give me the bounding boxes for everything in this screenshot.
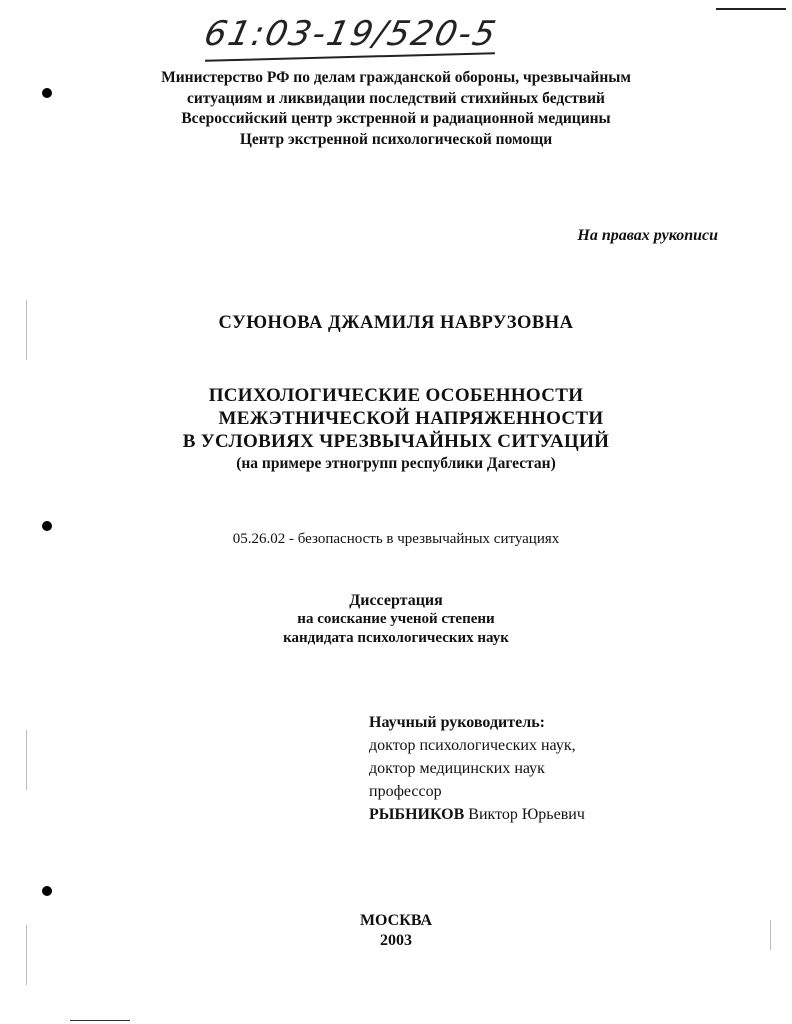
city: МОСКВА xyxy=(359,912,433,929)
ministry-line-1: Министерство РФ по делам гражданской обороны, чрезвычайным xyxy=(161,69,631,86)
punch-hole-bottom xyxy=(42,886,52,896)
handwritten-catalogue-number: 61:03-19/520-5 xyxy=(200,14,502,54)
supervisor-degree-2: доктор медицинских наук xyxy=(369,760,545,777)
dissertation-title xyxy=(0,384,792,453)
ministry-line-3: Всероссийский центр экстренной и радиационной медицины xyxy=(181,110,611,127)
scan-edge-mark xyxy=(70,1020,130,1021)
title-subtitle: (на примере этногрупп республики Дагестан) xyxy=(236,455,556,472)
supervisor-name xyxy=(369,803,585,826)
supervisor-block xyxy=(369,711,585,826)
supervisor-heading: Научный руководитель: xyxy=(369,714,545,731)
degree-line-1: Диссертация xyxy=(349,592,443,609)
scan-edge-mark xyxy=(716,8,786,10)
rights-note: На правах рукописи xyxy=(577,227,718,244)
degree-line-2: на соискание ученой степени xyxy=(297,611,495,627)
year: 2003 xyxy=(380,932,412,949)
degree-statement xyxy=(0,591,792,648)
ministry-line-4: Центр экстренной психологической помощи xyxy=(239,130,553,148)
scan-edge-line xyxy=(26,730,27,790)
degree-line-3: кандидата психологических наук xyxy=(283,630,509,646)
supervisor-given-names: Виктор Юрьевич xyxy=(468,806,585,823)
title-line-2: МЕЖЭТНИЧЕСКОЙ НАПРЯЖЕННОСТИ xyxy=(218,408,604,429)
supervisor-degree-1: доктор психологических наук, xyxy=(369,737,576,754)
place-and-year xyxy=(0,911,792,951)
supervisor-surname: РЫБНИКОВ xyxy=(369,806,465,823)
author-name: СУЮНОВА ДЖАМИЛЯ НАВРУЗОВНА xyxy=(218,313,574,333)
specialty-code: 05.26.02 - безопасность в чрезвычайных ситуациях xyxy=(232,531,560,547)
title-line-1: ПСИХОЛОГИЧЕСКИЕ ОСОБЕННОСТИ xyxy=(208,385,584,406)
ministry-line-2: ситуациям и ликвидации последствий стихийных бедствий xyxy=(187,89,605,107)
ministry-header xyxy=(0,68,792,150)
punch-hole-middle xyxy=(42,521,52,531)
title-line-3: В УСЛОВИЯХ ЧРЕЗВЫЧАЙНЫХ СИТУАЦИЙ xyxy=(182,431,610,452)
supervisor-title: профессор xyxy=(369,783,442,800)
